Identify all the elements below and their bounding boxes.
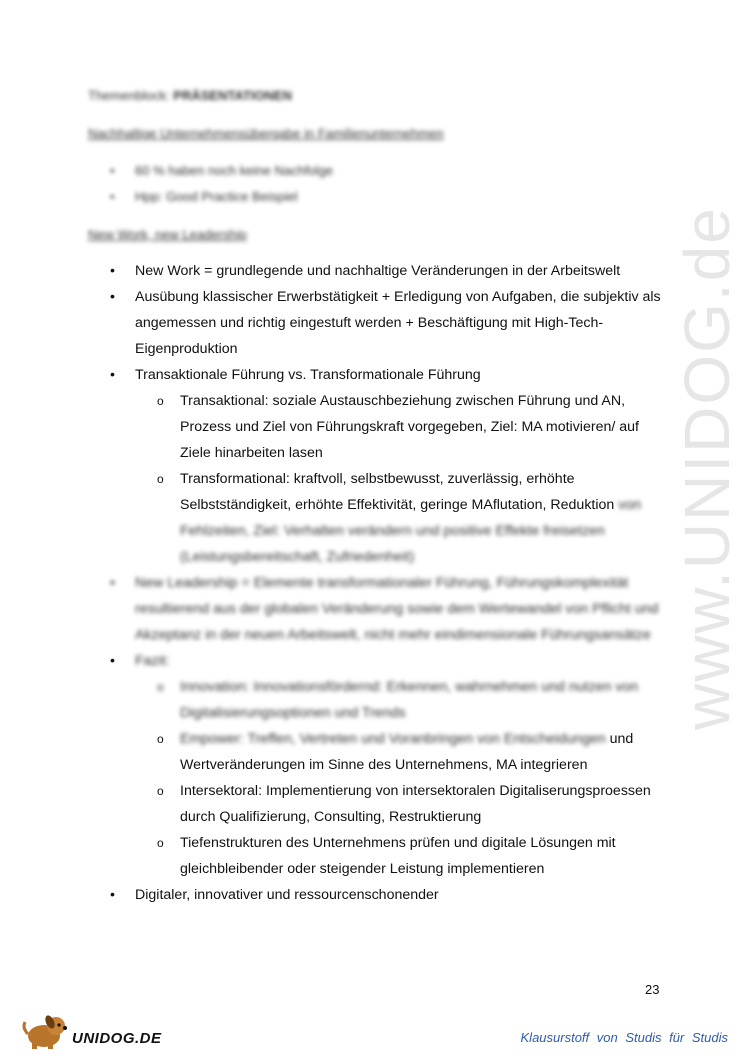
watermark-text: www.UNIDOG.de <box>671 206 743 730</box>
section1-title: Nachhaltige Unternehmensübergabe in Familienunternehmen <box>88 126 444 141</box>
sub-list <box>135 674 670 882</box>
theme-title: PRÄSENTATIONEN <box>173 88 292 103</box>
list-item: • Hpp: Good Practice Beispiel <box>110 184 670 210</box>
theme-heading <box>88 88 292 103</box>
sub-item-blurred-text: von Fehlzeiten, Ziel: Verhalten verändern und positive Effekte freisetzen (Leistungsbereitschaft, Zufriedenheit) <box>180 497 642 565</box>
list-item-text-blurred: Fazit: <box>135 653 170 669</box>
sub-item-blurred-text: Empower: Treffen, Vertreten und Voranbringen von Entscheidungen <box>180 731 606 747</box>
theme-prefix: Themenblock: <box>88 88 170 103</box>
list-item-text: Transaktionale Führung vs. Transformationale Führung <box>135 367 481 383</box>
list-item: • New Work = grundlegende und nachhaltige Veränderungen in der Arbeitswelt <box>110 258 670 284</box>
sub-list-item <box>135 726 670 778</box>
logo-text: UNIDOG.DE <box>72 1030 162 1047</box>
list-item: • Ausübung klassischer Erwerbstätigkeit + Erledigung von Aufgaben, die subjektiv als angemessen und richtig eingestuft werden + Beschäftigung mit High-Tech-Eigenproduktion <box>110 284 670 362</box>
sub-list-item <box>135 466 670 570</box>
sub-item-text: Transformational: kraftvoll, selbstbewusst, zuverlässig, erhöhte Selbstständigkeit, erhöhte Effektivität, geringe MAflutation, Reduktion <box>180 471 615 513</box>
list-item-blurred: • New Leadership = Elemente transformationaler Führung, Führungskomplexität resultierend aus der globalen Veränderung sowie dem Wertewandel von Pflicht und Akzeptanz in der neuen Arbeitswelt, nicht mehr eindimensionale Führungsansätze <box>110 570 670 648</box>
section1-list <box>110 158 670 210</box>
sub-list-item: o Transaktional: soziale Austauschbeziehung zwischen Führung und AN, Prozess und Ziel von Führungskraft vorgegeben, Ziel: MA motivieren/ auf Ziele hinarbeiten lasen <box>135 388 670 466</box>
page-number: 23 <box>645 982 660 997</box>
footer-tagline: Klausurstoff von Studis für Studis <box>520 1030 728 1045</box>
unidog-logo <box>20 1012 170 1050</box>
list-item <box>110 648 670 882</box>
list-item: • Digitaler, innovativer und ressourcenschonender <box>110 882 670 908</box>
list-item: • 60 % haben noch keine Nachfolge <box>110 158 670 184</box>
sub-list <box>135 388 670 570</box>
sub-list-item: o Intersektoral: Implementierung von intersektoralen Digitaliserungsproessen durch Qualifizierung, Consulting, Restruktierung <box>135 778 670 830</box>
sub-item-text: und Wertveränderungen im Sinne des Unternehmens, MA integrieren <box>180 731 634 773</box>
section2-title: New Work, new Leadership <box>88 227 247 242</box>
sub-list-item: o Tiefenstrukturen des Unternehmens prüfen und digitale Lösungen mit gleichbleibender oder steigender Leistung implementieren <box>135 830 670 882</box>
dog-icon <box>20 1012 72 1050</box>
list-item <box>110 362 670 570</box>
sub-list-item-blurred: o Innovation: Innovationsfördernd: Erkennen, wahrnehmen und nutzen von Digitalisierungsoptionen und Trends <box>135 674 670 726</box>
main-bullet-list <box>110 258 670 908</box>
